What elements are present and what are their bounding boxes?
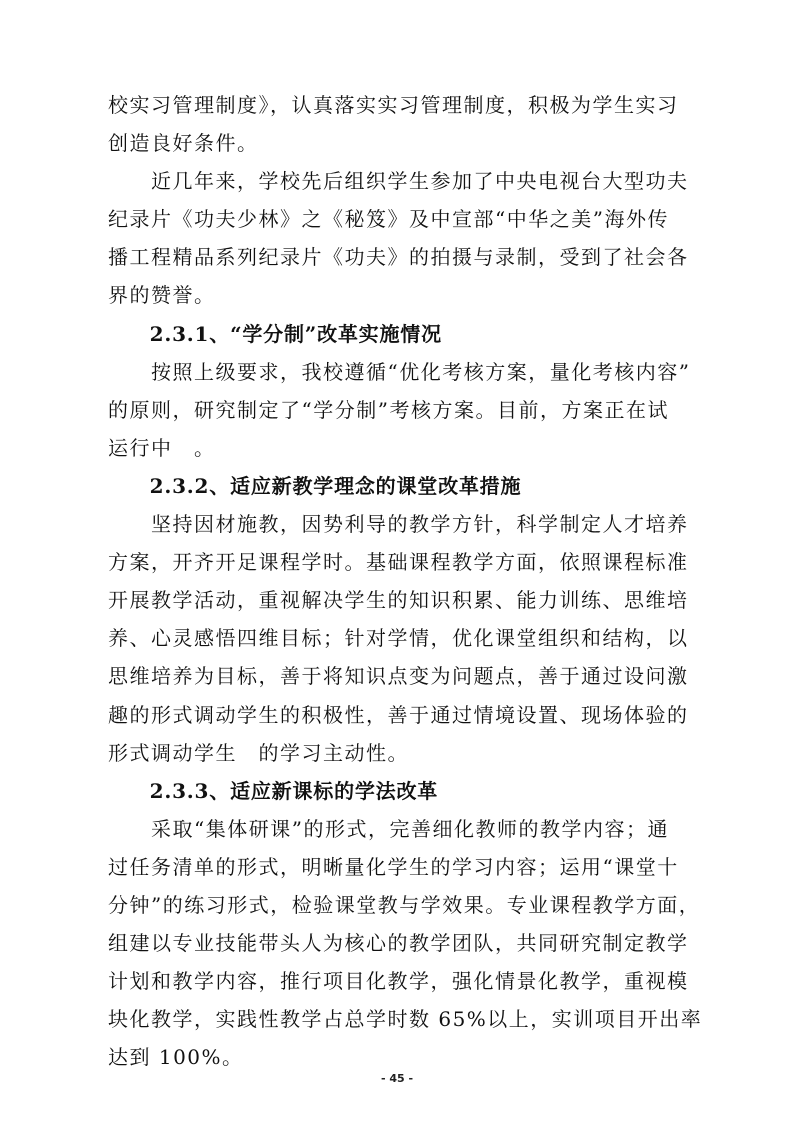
text-line: 养、心灵感悟四维目标；针对学情，优化课堂组织和结构，以 [108,626,689,651]
text-line: 坚持因材施教，因势利导的教学方针，科学制定人才培养 [108,512,689,537]
section-heading: 2.3.1、“学分制”改革实施情况 [108,321,442,346]
text-line: 播工程精品系列纪录片《功夫》的拍摄与录制，受到了社会各 [108,245,689,270]
text-line: 达到 100%。 [108,1045,244,1070]
text-line: 按照上级要求，我校遵循“优化考核方案，量化考核内容” [108,359,691,384]
text-line: 方案，开齐开足课程学时。基础课程教学方面，依照课程标准 [108,550,689,575]
text-line: 块化教学，实践性教学占总学时数 65%以上，实训项目开出率 [108,1007,703,1032]
text-line: 组建以专业技能带头人为核心的教学团队，共同研究制定教学 [108,931,689,956]
text-line: 形式调动学生 的学习主动性。 [108,740,409,765]
body-text [108,86,703,1076]
section-heading: 2.3.2、适应新教学理念的课堂改革措施 [108,473,522,498]
text-line: 开展教学活动，重视解决学生的知识积累、能力训练、思维培 [108,588,689,613]
text-line: 近几年来，学校先后组织学生参加了中央电视台大型功夫 [108,169,689,194]
text-line: 的原则，研究制定了“学分制”考核方案。目前，方案正在试 [108,397,669,422]
text-line: 运行中 。 [108,435,216,460]
section-heading: 2.3.3、适应新课标的学法改革 [108,778,439,803]
text-line: 计划和教学内容，推行项目化教学，强化情景化教学，重视模 [108,969,689,994]
text-line: 纪录片《功夫少林》之《秘笈》及中宣部“中华之美”海外传 [108,207,669,232]
text-line: 创造良好条件。 [108,131,259,156]
text-line: 校实习管理制度》，认真落实实习管理制度，积极为学生实习 [108,93,679,117]
text-line: 分钟”的练习形式，检验课堂教与学效果。专业课程教学方面， [108,892,701,917]
text-line: 采取“集体研课”的形式，完善细化教师的教学内容；通 [108,816,669,841]
page-number: - 45 - [380,1072,414,1085]
text-line: 过任务清单的形式，明晰量化学生的学习内容；运用“课堂十 [108,854,679,879]
text-line: 界的赞誉。 [108,283,216,308]
text-line: 思维培养为目标，善于将知识点变为问题点，善于通过设问激 [108,664,689,689]
text-line: 趣的形式调动学生的积极性，善于通过情境设置、现场体验的 [108,702,689,727]
